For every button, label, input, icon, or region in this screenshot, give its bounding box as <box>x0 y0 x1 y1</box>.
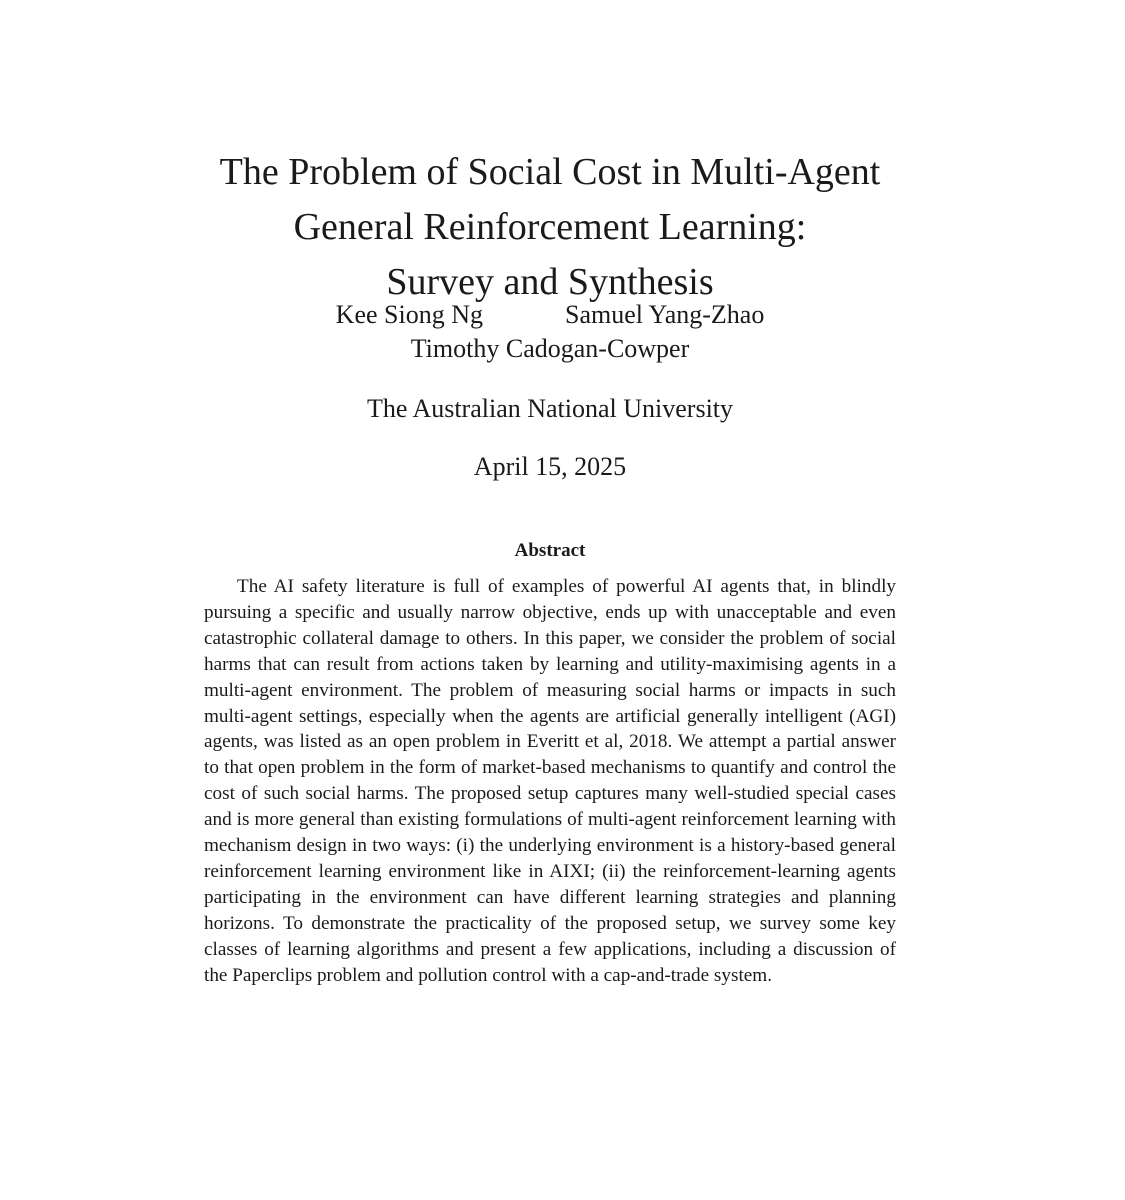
author-list <box>0 298 1100 366</box>
publication-date: April 15, 2025 <box>473 452 627 481</box>
author-name: Timothy Cadogan-Cowper <box>410 334 690 363</box>
abstract-text: The AI safety literature is full of examples of powerful AI agents that, in blindly pursuing a specific and usually narrow objective, ends up with unacceptable and even catastrophic collateral damage to others. In this paper, we consider the problem of social harms that can result from actions taken by learning and utility-maximising agents in a multi-agent environment. The problem of measuring social harms or impacts in such multi-agent settings, especially when the agents are artificial generally intelligent (AGI) agents, was listed as an open problem in Everitt et al, 2018. We attempt a partial answer to that open problem in the form of market-based mechanisms to quantify and control the cost of such social harms. The proposed setup captures many well-studied special cases and is more general than existing formulations of multi-agent reinforcement learning with mechanism design in two ways: (i) the underlying environment is a history-based general reinforcement learning environment like in AIXI; (ii) the reinforcement-learning agents participating in the environment can have different learning strategies and planning horizons. To demonstrate the practicality of the proposed setup, we survey some key classes of learning algorithms and present a few applications, including a discussion of the Paperclips problem and pollution control with a cap-and-trade system. <box>204 576 896 986</box>
author-row-1 <box>0 298 1100 332</box>
title-line-3: Survey and Synthesis <box>386 261 714 304</box>
title-line-2: General Reinforcement Learning: <box>293 206 807 249</box>
paper-title <box>0 145 1100 310</box>
title-line-1: The Problem of Social Cost in Multi-Agent <box>219 151 881 194</box>
affiliation: The Australian National University <box>366 394 734 423</box>
abstract-heading: Abstract <box>514 540 586 561</box>
author-name: Kee Siong Ng <box>335 300 483 329</box>
author-name: Samuel Yang-Zhao <box>565 300 765 329</box>
